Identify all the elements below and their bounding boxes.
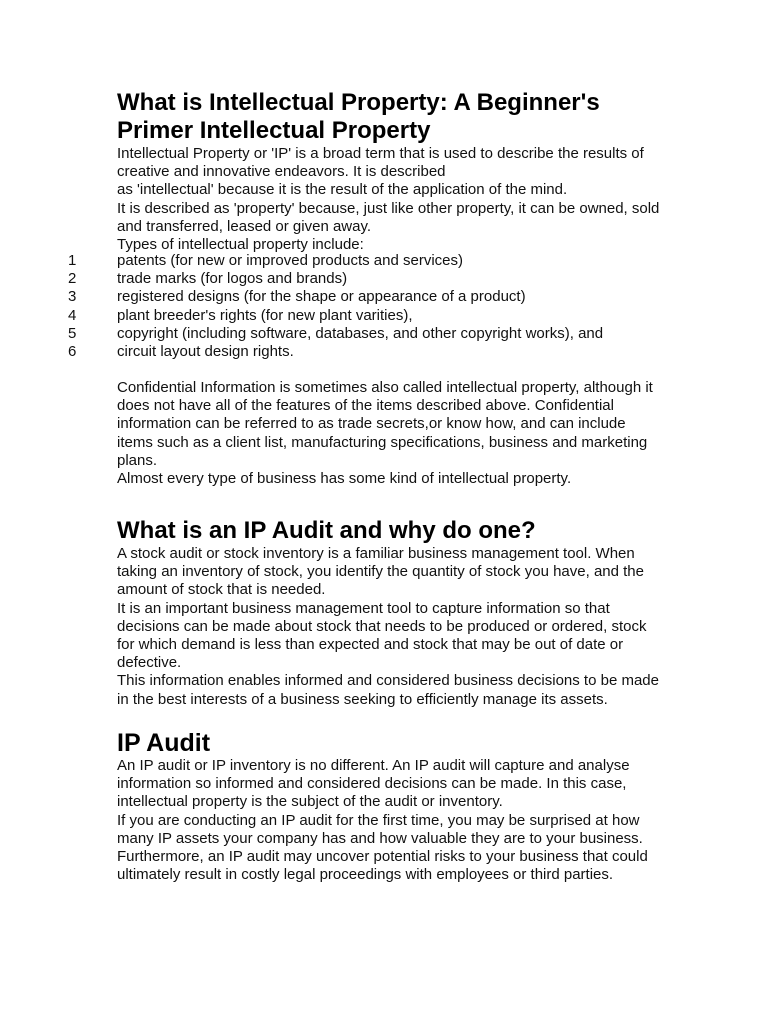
section-heading: What is an IP Audit and why do one? (117, 517, 536, 544)
intro-paragraph: Intellectual Property or 'IP' is a broad term that is used to describe the results of creative and innovative endeavors. It is described (117, 145, 644, 181)
audit-section (117, 517, 662, 709)
intro-paragraph: as 'intellectual' because it is the result of the application of the mind. (117, 181, 568, 199)
section-heading: IP Audit (117, 729, 211, 757)
list-item (0, 307, 700, 325)
list-item-text: trade marks (for logos and brands) (117, 270, 348, 288)
list-item-text: registered designs (for the shape or appearance of a product) (117, 288, 526, 306)
list-item-number: 4 (68, 306, 77, 324)
page-title: What is Intellectual Property: A Beginner's Primer Intellectual Property (117, 89, 600, 144)
confidential-paragraph: Confidential Information is sometimes also called intellectual property, although it does not have all of the features of the items described above. Confidential information can be referred to as trade secrets,or know how, and can include items such as a client list, manufacturing specifications, business and marketing plans. (117, 379, 653, 469)
list-item-text: copyright (including software, databases, and other copyright works), and (117, 324, 604, 342)
ip-audit-paragraph: If you are conducting an IP audit for the first time, you may be surprised at how many IP assets your company has and how valuable they are to your business. Furthermore, an IP audit may uncover potential risks to your business that could ultimately result in costly legal proceedings with employees or third parties. (117, 811, 648, 884)
confidential-paragraph: Almost every type of business has some kind of intellectual property. (117, 470, 572, 488)
list-item-number: 5 (68, 324, 77, 342)
list-item (0, 325, 700, 343)
list-item-text: circuit layout design rights. (117, 343, 294, 361)
confidential-section (117, 379, 662, 488)
ip-audit-paragraph: An IP audit or IP inventory is no different. An IP audit will capture and analyse information so informed and considered decisions can be made. In this case, intellectual property is the subject of the audit or inventory. (117, 757, 630, 811)
intro-paragraph: Types of intellectual property include: (117, 236, 364, 254)
list-item-number: 3 (68, 288, 77, 306)
audit-paragraph: This information enables informed and considered business decisions to be made in the best interests of a business seeking to efficiently manage its assets. (117, 672, 659, 708)
list-item-number: 2 (68, 270, 77, 288)
list-item-text: patents (for new or improved products and services) (117, 252, 463, 269)
list-item-number: 1 (68, 252, 77, 269)
audit-paragraph: It is an important business management tool to capture information so that decisions can be made about stock that needs to be produced or ordered, stock for which demand is less than expected and stock that may be out of date or defective. (117, 599, 647, 672)
list-item-number: 6 (68, 343, 77, 361)
audit-paragraph: A stock audit or stock inventory is a familiar business management tool. When taking an inventory of stock, you identify the quantity of stock you have, and the amount of stock that is needed. (117, 545, 644, 599)
intro-section (117, 89, 662, 254)
list-item (0, 288, 700, 306)
list-item (0, 252, 700, 270)
list-item (0, 270, 700, 288)
intro-paragraph: It is described as 'property' because, just like other property, it can be owned, sold and transferred, leased or given away. (117, 199, 660, 235)
ip-audit-section (117, 729, 662, 884)
list-item-text: plant breeder's rights (for new plant varities), (117, 306, 413, 324)
list-item (0, 343, 700, 361)
ip-types-list (0, 252, 700, 361)
